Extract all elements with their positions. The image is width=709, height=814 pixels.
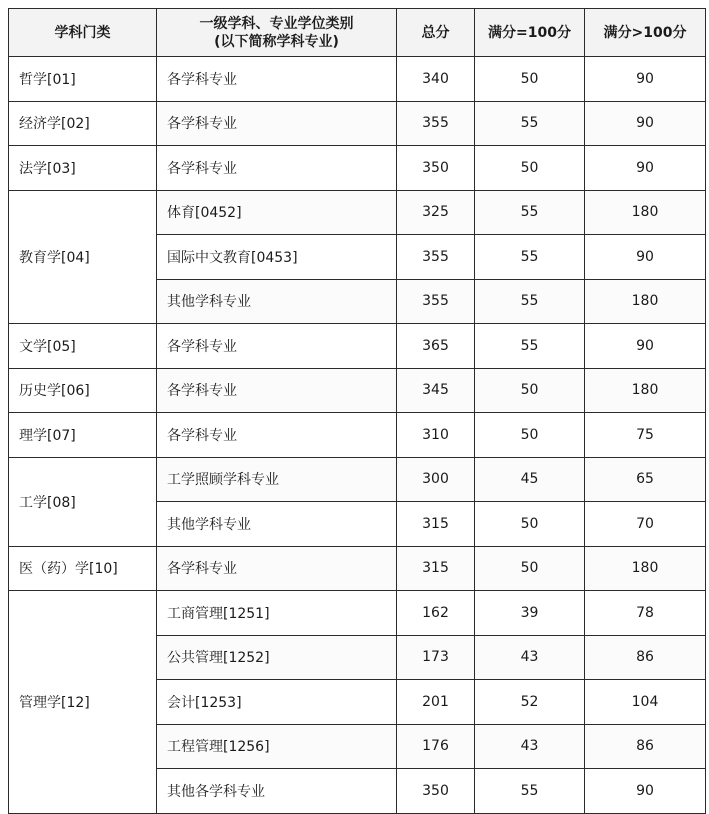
total-score-cell: 350 [397, 769, 475, 814]
score-full100-cell: 43 [475, 635, 585, 680]
discipline-cell: 工学照顾学科专业 [157, 457, 397, 502]
category-cell: 文学[05] [9, 324, 157, 369]
table-row [9, 57, 706, 102]
score-full100-cell: 55 [475, 769, 585, 814]
discipline-cell: 各学科专业 [157, 146, 397, 191]
score-full100-cell: 50 [475, 546, 585, 591]
header-discipline [157, 9, 397, 57]
category-cell: 教育学[04] [9, 190, 157, 324]
score-full-gt100-cell: 90 [585, 57, 706, 102]
score-full-gt100-cell: 86 [585, 635, 706, 680]
category-cell: 工学[08] [9, 457, 157, 546]
score-full-gt100-cell: 65 [585, 457, 706, 502]
discipline-cell: 会计[1253] [157, 680, 397, 725]
header-discipline-line1: 一级学科、专业学位类别 [199, 15, 354, 32]
discipline-cell: 各学科专业 [157, 101, 397, 146]
score-full100-cell: 55 [475, 324, 585, 369]
total-score-cell: 340 [397, 57, 475, 102]
discipline-cell: 工商管理[1251] [157, 591, 397, 636]
score-full100-cell: 55 [475, 235, 585, 280]
table-row [9, 591, 706, 636]
score-full100-cell: 50 [475, 146, 585, 191]
score-full100-cell: 50 [475, 368, 585, 413]
score-full-gt100-cell: 90 [585, 324, 706, 369]
score-full-gt100-cell: 75 [585, 413, 706, 458]
header-full100: 满分=100分 [475, 9, 585, 57]
category-cell: 经济学[02] [9, 101, 157, 146]
discipline-cell: 其他学科专业 [157, 502, 397, 547]
score-full-gt100-cell: 90 [585, 235, 706, 280]
table-row [9, 190, 706, 235]
score-full100-cell: 45 [475, 457, 585, 502]
category-cell: 历史学[06] [9, 368, 157, 413]
category-cell: 理学[07] [9, 413, 157, 458]
score-full-gt100-cell: 70 [585, 502, 706, 547]
category-cell: 法学[03] [9, 146, 157, 191]
discipline-cell: 公共管理[1252] [157, 635, 397, 680]
table-row [9, 546, 706, 591]
score-full-gt100-cell: 180 [585, 368, 706, 413]
table-row [9, 101, 706, 146]
total-score-cell: 355 [397, 279, 475, 324]
category-cell: 管理学[12] [9, 591, 157, 814]
table-row [9, 368, 706, 413]
score-full-gt100-cell: 90 [585, 101, 706, 146]
score-line-table [8, 8, 706, 814]
header-total: 总分 [397, 9, 475, 57]
score-full100-cell: 50 [475, 502, 585, 547]
total-score-cell: 355 [397, 235, 475, 280]
total-score-cell: 355 [397, 101, 475, 146]
total-score-cell: 315 [397, 502, 475, 547]
discipline-cell: 各学科专业 [157, 324, 397, 369]
score-full100-cell: 55 [475, 190, 585, 235]
score-full100-cell: 43 [475, 724, 585, 769]
score-full100-cell: 39 [475, 591, 585, 636]
total-score-cell: 365 [397, 324, 475, 369]
score-full-gt100-cell: 104 [585, 680, 706, 725]
score-full-gt100-cell: 180 [585, 279, 706, 324]
header-full-gt100: 满分>100分 [585, 9, 706, 57]
discipline-cell: 工程管理[1256] [157, 724, 397, 769]
table-row [9, 146, 706, 191]
discipline-cell: 各学科专业 [157, 57, 397, 102]
total-score-cell: 325 [397, 190, 475, 235]
total-score-cell: 345 [397, 368, 475, 413]
total-score-cell: 300 [397, 457, 475, 502]
header-category: 学科门类 [9, 9, 157, 57]
table-row [9, 457, 706, 502]
discipline-cell: 国际中文教育[0453] [157, 235, 397, 280]
category-cell: 哲学[01] [9, 57, 157, 102]
score-full100-cell: 52 [475, 680, 585, 725]
category-cell: 医（药）学[10] [9, 546, 157, 591]
total-score-cell: 176 [397, 724, 475, 769]
table-header-row [9, 9, 706, 57]
header-discipline-line2: (以下简称学科专业) [214, 33, 339, 50]
table-row [9, 324, 706, 369]
total-score-cell: 315 [397, 546, 475, 591]
discipline-cell: 其他各学科专业 [157, 769, 397, 814]
score-full-gt100-cell: 78 [585, 591, 706, 636]
score-full-gt100-cell: 180 [585, 190, 706, 235]
score-full100-cell: 55 [475, 279, 585, 324]
discipline-cell: 其他学科专业 [157, 279, 397, 324]
score-full100-cell: 50 [475, 413, 585, 458]
discipline-cell: 各学科专业 [157, 368, 397, 413]
discipline-cell: 各学科专业 [157, 413, 397, 458]
total-score-cell: 201 [397, 680, 475, 725]
score-full100-cell: 55 [475, 101, 585, 146]
total-score-cell: 173 [397, 635, 475, 680]
score-full-gt100-cell: 180 [585, 546, 706, 591]
discipline-cell: 各学科专业 [157, 546, 397, 591]
table-row [9, 413, 706, 458]
total-score-cell: 350 [397, 146, 475, 191]
score-full100-cell: 50 [475, 57, 585, 102]
total-score-cell: 162 [397, 591, 475, 636]
total-score-cell: 310 [397, 413, 475, 458]
score-full-gt100-cell: 86 [585, 724, 706, 769]
discipline-cell: 体育[0452] [157, 190, 397, 235]
score-full-gt100-cell: 90 [585, 146, 706, 191]
score-full-gt100-cell: 90 [585, 769, 706, 814]
